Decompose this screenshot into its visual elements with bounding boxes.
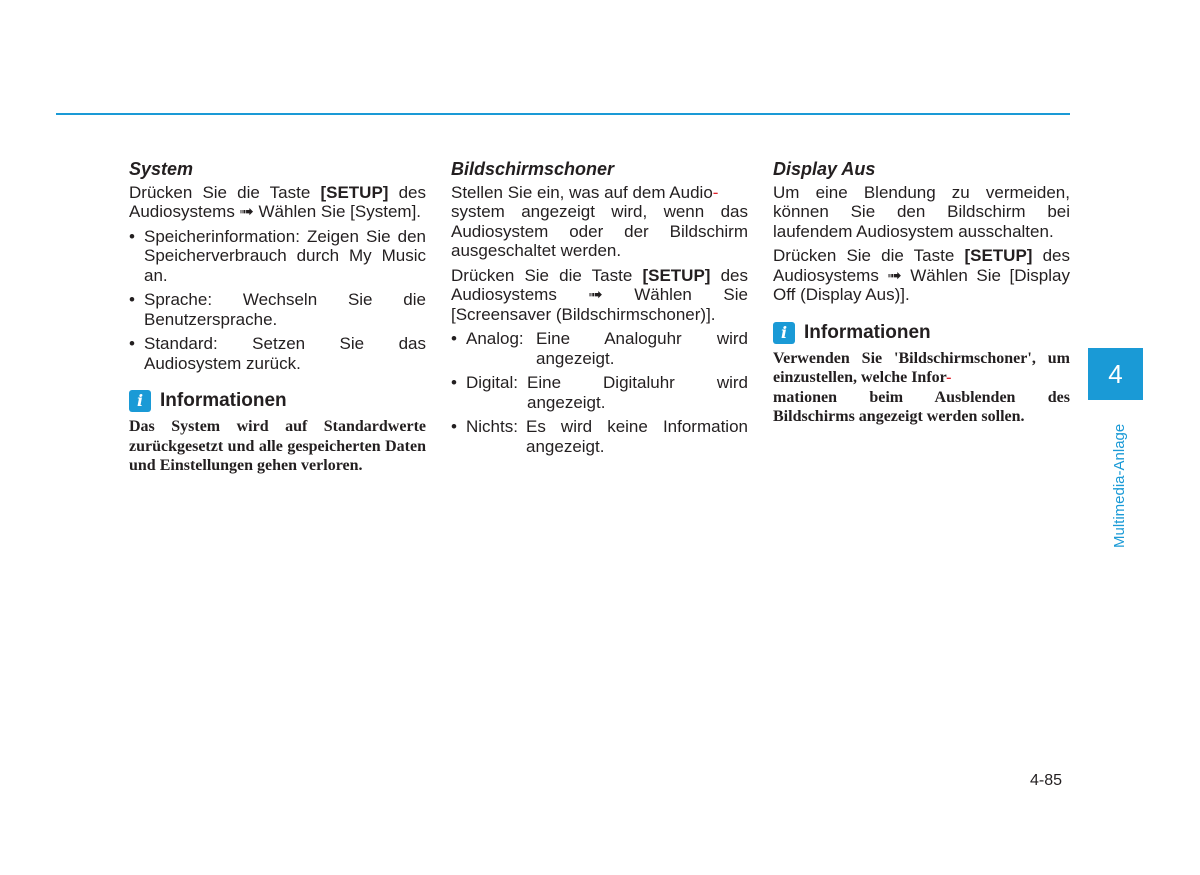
instruction-text: Drücken Sie die Taste	[773, 246, 965, 265]
info-text-part: Verwenden Sie 'Bildschirmschoner', um einzustellen, welche Infor	[773, 349, 1070, 386]
section-system	[129, 160, 426, 476]
section-heading: Display Aus	[773, 159, 876, 179]
list-item: • Sprache: Wechseln Sie die Benutzersprache.	[129, 290, 426, 329]
hyphen-mark: -	[946, 369, 952, 386]
setup-key: [SETUP]	[642, 265, 711, 285]
list-item	[451, 417, 748, 456]
page-number: 4-85	[1030, 772, 1063, 789]
option-desc: Es wird keine Information angezeigt.	[526, 417, 748, 456]
list-item	[451, 329, 748, 368]
instruction-text: des Audiosystems ➟ Wählen Sie [System].	[129, 182, 427, 221]
option-desc: Eine Digitaluhr wird angezeigt.	[527, 373, 748, 412]
info-box	[129, 390, 426, 476]
setup-key: [SETUP]	[964, 246, 1033, 265]
info-header	[129, 390, 426, 412]
option-term: • Nichts:	[466, 417, 518, 436]
description-text: Stellen Sie ein, was auf dem Audio	[451, 182, 713, 202]
top-divider	[56, 113, 1070, 115]
instruction-text: Drücken Sie die Taste	[129, 182, 321, 202]
section-display-aus	[773, 160, 1070, 427]
chapter-number-tab: 4	[1088, 348, 1143, 400]
instruction	[129, 183, 426, 222]
instruction-text: des Audiosystems ➟ Wählen Sie [Screensaver (Bildschirmschoner)].	[451, 265, 749, 324]
description: Um eine Blendung zu vermeiden, können Sie den Bildschirm bei laufendem Audiosystem ausschalten.	[773, 182, 1070, 241]
hyphen-mark: -	[712, 182, 719, 202]
section-bildschirmschoner	[451, 160, 748, 461]
instruction	[773, 246, 1070, 305]
chapter-title: Multimedia-Anlage	[1111, 423, 1128, 548]
list-item	[451, 373, 748, 412]
section-heading: Bildschirmschoner	[451, 159, 615, 179]
setup-key: [SETUP]	[320, 182, 389, 202]
info-text	[773, 349, 1070, 427]
instruction	[451, 266, 748, 325]
option-list	[451, 329, 748, 456]
description-text: system angezeigt wird, wenn das Audiosystem oder der Bildschirm ausgeschaltet werden.	[451, 202, 748, 260]
info-title: Informationen	[804, 321, 931, 343]
info-icon: i	[773, 322, 795, 344]
info-box	[773, 322, 1070, 427]
info-icon: i	[129, 390, 151, 412]
instruction-text: Drücken Sie die Taste	[451, 265, 643, 285]
option-list	[129, 227, 426, 374]
option-term: • Analog:	[466, 329, 524, 348]
list-item: • Speicherinformation: Zeigen Sie den Speicherverbrauch durch My Music an.	[129, 227, 426, 286]
description	[451, 183, 748, 261]
info-header	[773, 322, 1070, 344]
instruction-text: des Audiosystems ➟ Wählen Sie [Display Off (Display Aus)].	[773, 246, 1071, 304]
section-heading: System	[129, 159, 194, 179]
info-title: Informationen	[160, 390, 287, 412]
info-text: Das System wird auf Standardwerte zurückgesetzt und alle gespeicherten Daten und Einstellungen gehen verloren.	[129, 418, 426, 474]
list-item: • Standard: Setzen Sie das Audiosystem zurück.	[129, 334, 426, 373]
info-text-part: mationen beim Ausblenden des Bildschirms angezeigt werden sollen.	[773, 388, 1070, 425]
option-desc: Eine Analoguhr wird angezeigt.	[536, 329, 748, 368]
option-term: • Digital:	[466, 373, 518, 392]
